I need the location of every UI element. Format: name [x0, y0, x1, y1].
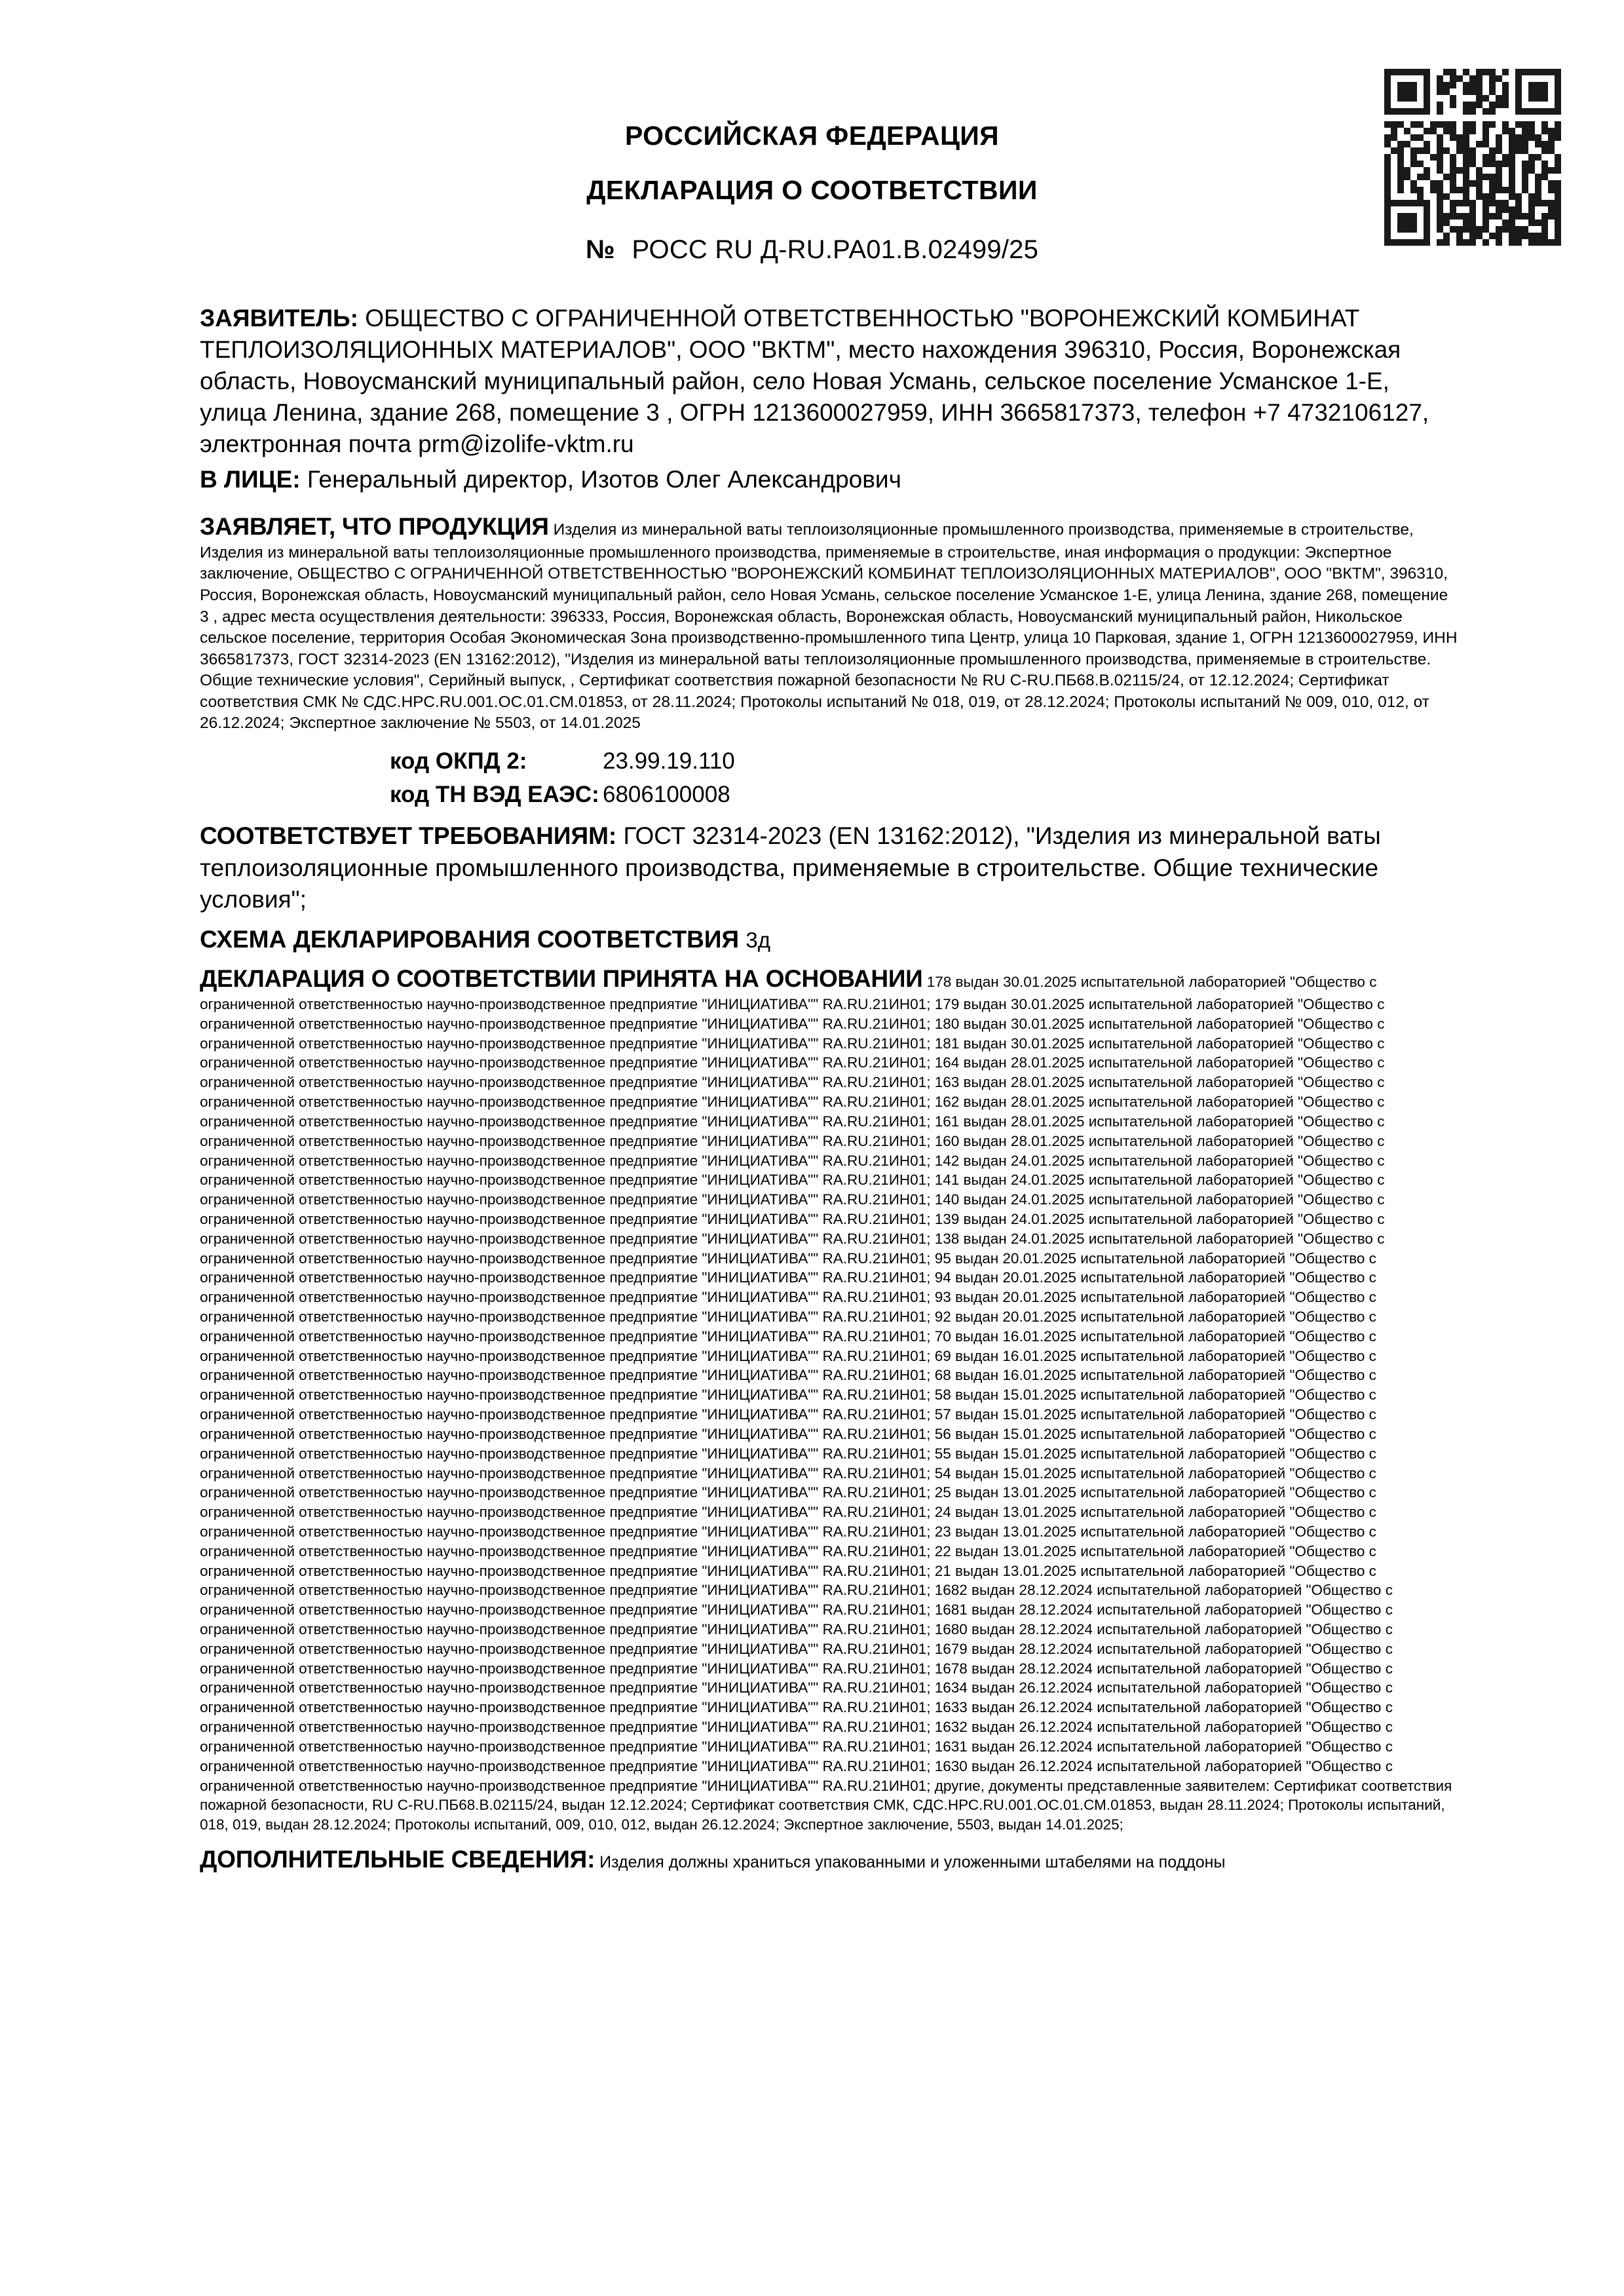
basis-text: 178 выдан 30.01.2025 испытательной лабораторией "Общество с ограниченной ответственностью научно-производственное предприятие "ИНИЦИАТИВА"" RA.RU.21ИН01; 179 выдан 30.01.2025 испытательной лабораторией "Общество с ограниченной ответственностью научно-производственное предприятие "ИНИЦИАТИВА"" RA.RU.21ИН01; 180 выдан 30.01.2025 испытательной лабораторией "Общество с ограниченной ответственностью научно-производственное предприятие "ИНИЦИАТИВА"" RA.RU.21ИН01; 181 выдан 30.01.2025 испытательной лабораторией "Общество с ограниченной ответственностью научно-производственное предприятие "ИНИЦИАТИВА"" RA.RU.21ИН01; 164 выдан 28.01.2025 испытательной лабораторией "Общество с ограниченной ответственностью научно-производственное предприятие "ИНИЦИАТИВА"" RA.RU.21ИН01; 163 выдан 28.01.2025 испытательной лабораторией "Общество с ограниченной ответственностью научно-производственное предприятие "ИНИЦИАТИВА"" RA.RU.21ИН01; 162 выдан 28.01.2025 испытательной лабораторией "Общество с ограниченной ответственностью научно-производственное предприятие "ИНИЦИАТИВА"" RA.RU.21ИН01; 161 выдан 28.01.2025 испытательной лабораторией "Общество с ограниченной ответственностью научно-производственное предприятие "ИНИЦИАТИВА"" RA.RU.21ИН01; 160 выдан 28.01.2025 испытательной лабораторией "Общество с ограниченной ответственностью научно-производственное предприятие "ИНИЦИАТИВА"" RA.RU.21ИН01; 142 выдан 24.01.2025 испытательной лабораторией "Общество с ограниченной ответственностью научно-производственное предприятие "ИНИЦИАТИВА"" RA.RU.21ИН01; 141 выдан 24.01.2025 испытательной лабораторией "Общество с ограниченной ответственностью научно-производственное предприятие "ИНИЦИАТИВА"" RA.RU.21ИН01; 140 выдан 24.01.2025 испытательной лабораторией "Общество с ограниченной ответственностью научно-производственное предприятие "ИНИЦИАТИВА"" RA.RU.21ИН01; 139 выдан 24.01.2025 испытательной лабораторией "Общество с ограниченной ответственностью научно-производственное предприятие "ИНИЦИАТИВА"" RA.RU.21ИН01; 138 выдан 24.01.2025 испытательной лабораторией "Общество с ограниченной ответственностью научно-производственное предприятие "ИНИЦИАТИВА"" RA.RU.21ИН01; 95 выдан 20.01.2025 испытательной лабораторией "Общество с ограниченной ответственностью научно-производственное предприятие "ИНИЦИАТИВА"" RA.RU.21ИН01; 94 выдан 20.01.2025 испытательной лабораторией "Общество с ограниченной ответственностью научно-производственное предприятие "ИНИЦИАТИВА"" RA.RU.21ИН01; 93 выдан 20.01.2025 испытательной лабораторией "Общество с ограниченной ответственностью научно-производственное предприятие "ИНИЦИАТИВА"" RA.RU.21ИН01; 92 выдан 20.01.2025 испытательной лабораторией "Общество с ограниченной ответственностью научно-производственное предприятие "ИНИЦИАТИВА"" RA.RU.21ИН01; 70 выдан 16.01.2025 испытательной лабораторией "Общество с ограниченной ответственностью научно-производственное предприятие "ИНИЦИАТИВА"" RA.RU.21ИН01; 69 выдан 16.01.2025 испытательной лабораторией "Общество с ограниченной ответственностью научно-производственное предприятие "ИНИЦИАТИВА"" RA.RU.21ИН01; 68 выдан 16.01.2025 испытательной лабораторией "Общество с ограниченной ответственностью научно-производственное предприятие "ИНИЦИАТИВА"" RA.RU.21ИН01; 58 выдан 15.01.2025 испытательной лабораторией "Общество с ограниченной ответственностью научно-производственное предприятие "ИНИЦИАТИВА"" RA.RU.21ИН01; 57 выдан 15.01.2025 испытательной лабораторией "Общество с ограниченной ответственностью научно-производственное предприятие "ИНИЦИАТИВА"" RA.RU.21ИН01; 56 выдан 15.01.2025 испытательной лабораторией "Общество с ограниченной ответственностью научно-производственное предприятие "ИНИЦИАТИВА"" RA.RU.21ИН01; 55 выдан 15.01.2025 испытательной лабораторией "Общество с ограниченной ответственностью научно-производственное предприятие "ИНИЦИАТИВА"" RA.RU.21ИН01; 54 выдан 15.01.2025 испытательной лабораторией "Общество с ограниченной ответственностью научно-производственное предприятие "ИНИЦИАТИВА"" RA.RU.21ИН01; 25 выдан 13.01.2025 испытательной лабораторией "Общество с ограниченной ответственностью научно-производственное предприятие "ИНИЦИАТИВА"" RA.RU.21ИН01; 24 выдан 13.01.2025 испытательной лабораторией "Общество с ограниченной ответственностью научно-производственное предприятие "ИНИЦИАТИВА"" RA.RU.21ИН01; 23 выдан 13.01.2025 испытательной лабораторией "Общество с ограниченной ответственностью научно-производственное предприятие "ИНИЦИАТИВА"" RA.RU.21ИН01; 22 выдан 13.01.2025 испытательной лабораторией "Общество с ограниченной ответственностью научно-производственное предприятие "ИНИЦИАТИВА"" RA.RU.21ИН01; 21 выдан 13.01.2025 испытательной лабораторией "Общество с ограниченной ответственностью научно-производственное предприятие "ИНИЦИАТИВА"" RA.RU.21ИН01; 1682 выдан 28.12.2024 испытательной лабораторией "Общество с ограниченной ответственностью научно-производственное предприятие "ИНИЦИАТИВА"" RA.RU.21ИН01; 1681 выдан 28.12.2024 испытательной лабораторией "Общество с ограниченной ответственностью научно-производственное предприятие "ИНИЦИАТИВА"" RA.RU.21ИН01; 1680 выдан 28.12.2024 испытательной лабораторией "Общество с ограниченной ответственностью научно-производственное предприятие "ИНИЦИАТИВА"" RA.RU.21ИН01; 1679 выдан 28.12.2024 испытательной лабораторией "Общество с ограниченной ответственностью научно-производственное предприятие "ИНИЦИАТИВА"" RA.RU.21ИН01; 1678 выдан 28.12.2024 испытательной лабораторией "Общество с ограниченной ответственностью научно-производственное предприятие "ИНИЦИАТИВА"" RA.RU.21ИН01; 1634 выдан 26.12.2024 испытательной лабораторией "Общество с ограниченной ответственностью научно-производственное предприятие "ИНИЦИАТИВА"" RA.RU.21ИН01; 1633 выдан 26.12.2024 испытательной лабораторией "Общество с ограниченной ответственностью научно-производственное предприятие "ИНИЦИАТИВА"" RA.RU.21ИН01; 1632 выдан 26.12.2024 испытательной лабораторией "Общество с ограниченной ответственностью научно-производственное предприятие "ИНИЦИАТИВА"" RA.RU.21ИН01; 1631 выдан 26.12.2024 испытательной лабораторией "Общество с ограниченной ответственностью научно-производственное предприятие "ИНИЦИАТИВА"" RA.RU.21ИН01; 1630 выдан 26.12.2024 испытательной лабораторией "Общество с ограниченной ответственностью научно-производственное предприятие "ИНИЦИАТИВА"" RA.RU.21ИН01; другие, документы представленные заявителем: Сертификат соответствия пожарной безопасности, RU C-RU.ПБ68.В.02115/24, выдан 12.12.2024; Сертификат соответствия СМК, СДС.НРС.RU.001.ОС.01.СМ.01853, выдан 28.11.2024; Протоколы испытаний, 018, 019, выдан 28.12.2024; Протоколы испытаний, 009, 010, 012, выдан 26.12.2024; Экспертное заключение, 5503, выдан 14.01.2025;	[200, 974, 1452, 1833]
applicant-section	[200, 303, 1461, 460]
document-body	[200, 303, 1461, 1875]
tnved-label: код ТН ВЭД ЕАЭС:	[390, 781, 599, 807]
okpd-row	[200, 745, 1461, 778]
additional-info-text: Изделия должны храниться упакованными и уложенными штабелями на поддоны	[599, 1852, 1226, 1871]
tnved-value: 6806100008	[603, 781, 730, 807]
declaration-number	[0, 235, 1624, 264]
basis-section	[200, 963, 1461, 1835]
country-title: РОССИЙСКАЯ ФЕДЕРАЦИЯ	[624, 121, 1000, 151]
additional-info-label: ДОПОЛНИТЕЛЬНЫЕ СВЕДЕНИЯ:	[200, 1845, 595, 1873]
representative-section	[200, 464, 1461, 495]
declares-text: Изделия из минеральной ваты теплоизоляционные промышленного производства, применяемые в строительстве, Изделия из минеральной ваты теплоизоляционные промышленного производства, применяемые в строительстве, иная информация о продукции: Экспертное заключение, ОБЩЕСТВО С ОГРАНИЧЕННОЙ ОТВЕТСТВЕННОСТЬЮ "ВОРОНЕЖСКИЙ КОМБИНАТ ТЕПЛОИЗОЛЯЦИОННЫХ МАТЕРИАЛОВ", ООО "ВКТМ", 396310, Россия, Воронежская область, Новоусманский муниципальный район, село Новая Усмань, сельское поселение Усманское 1-Е, улица Ленина, здание 268, помещение 3 , адрес места осуществления деятельности: 396333, Россия, Воронежская область, Воронежская область, Новоусманский муниципальный район, Никольское сельское поселение, территория Особая Экономическая Зона производственно-промышленного типа Центр, улица 10 Парковая, здание 1, ОГРН 1213600027959, ИНН 3665817373, ГОСТ 32314-2023 (EN 13162:2012), "Изделия из минеральной ваты теплоизоляционные промышленного производства, применяемые в строительстве. Общие технические условия", Серийный выпуск, , Сертификат соответствия пожарной безопасности № RU C-RU.ПБ68.В.02115/24, от 12.12.2024; Сертификат соответствия СМК № СДС.НРС.RU.001.ОС.01.СМ.01853, от 28.11.2024; Протоколы испытаний № 018, 019, от 28.12.2024; Протоколы испытаний № 009, 010, 012, от 26.12.2024; Экспертное заключение № 5503, от 14.01.2025	[200, 520, 1458, 733]
declares-label: ЗАЯВЛЯЕТ, ЧТО ПРОДУКЦИЯ	[200, 512, 549, 540]
conformity-text: ГОСТ 32314-2023 (EN 13162:2012), "Изделия из минеральной ваты теплоизоляционные промышленного производства, применяемые в строительстве. Общие технические условия";	[200, 822, 1381, 913]
conformity-label: СООТВЕТСТВУЕТ ТРЕБОВАНИЯМ:	[200, 822, 617, 850]
classification-codes	[200, 745, 1461, 812]
number-value: РОСС RU Д-RU.РА01.В.02499/25	[632, 235, 1039, 265]
representative-text: Генеральный директор, Изотов Олег Александрович	[307, 466, 901, 493]
tnved-row	[200, 778, 1461, 812]
document-header	[0, 121, 1624, 264]
additional-info-section	[200, 1844, 1461, 1875]
applicant-label: ЗАЯВИТЕЛЬ:	[200, 305, 358, 332]
applicant-text: ОБЩЕСТВО С ОГРАНИЧЕННОЙ ОТВЕТСТВЕННОСТЬЮ "ВОРОНЕЖСКИЙ КОМБИНАТ ТЕПЛОИЗОЛЯЦИОННЫХ МАТЕРИАЛОВ", ООО "ВКТМ", место нахождения 396310, Россия, Воронежская область, Новоусманский муниципальный район, село Новая Усмань, сельское поселение Усманское 1-Е, улица Ленина, здание 268, помещение 3 , ОГРН 1213600027959, ИНН 3665817373, телефон +7 4732106127, электронная почта prm@izolife-vktm.ru	[200, 305, 1429, 458]
page-title: ДЕКЛАРАЦИЯ О СООТВЕТСТВИИ	[586, 175, 1038, 206]
scheme-label: СХЕМА ДЕКЛАРИРОВАНИЯ СООТВЕТСТВИЯ	[200, 925, 740, 953]
product-declaration-section	[200, 510, 1461, 735]
okpd-label: код ОКПД 2:	[390, 748, 527, 774]
basis-label: ДЕКЛАРАЦИЯ О СООТВЕТСТВИИ ПРИНЯТА НА ОСНОВАНИИ	[200, 965, 923, 992]
representative-label: В ЛИЦЕ:	[200, 466, 301, 493]
okpd-value: 23.99.19.110	[603, 748, 735, 774]
number-symbol: №	[585, 235, 615, 265]
scheme-section	[200, 925, 1461, 955]
scheme-value: 3д	[746, 927, 770, 952]
conformity-section	[200, 820, 1461, 915]
